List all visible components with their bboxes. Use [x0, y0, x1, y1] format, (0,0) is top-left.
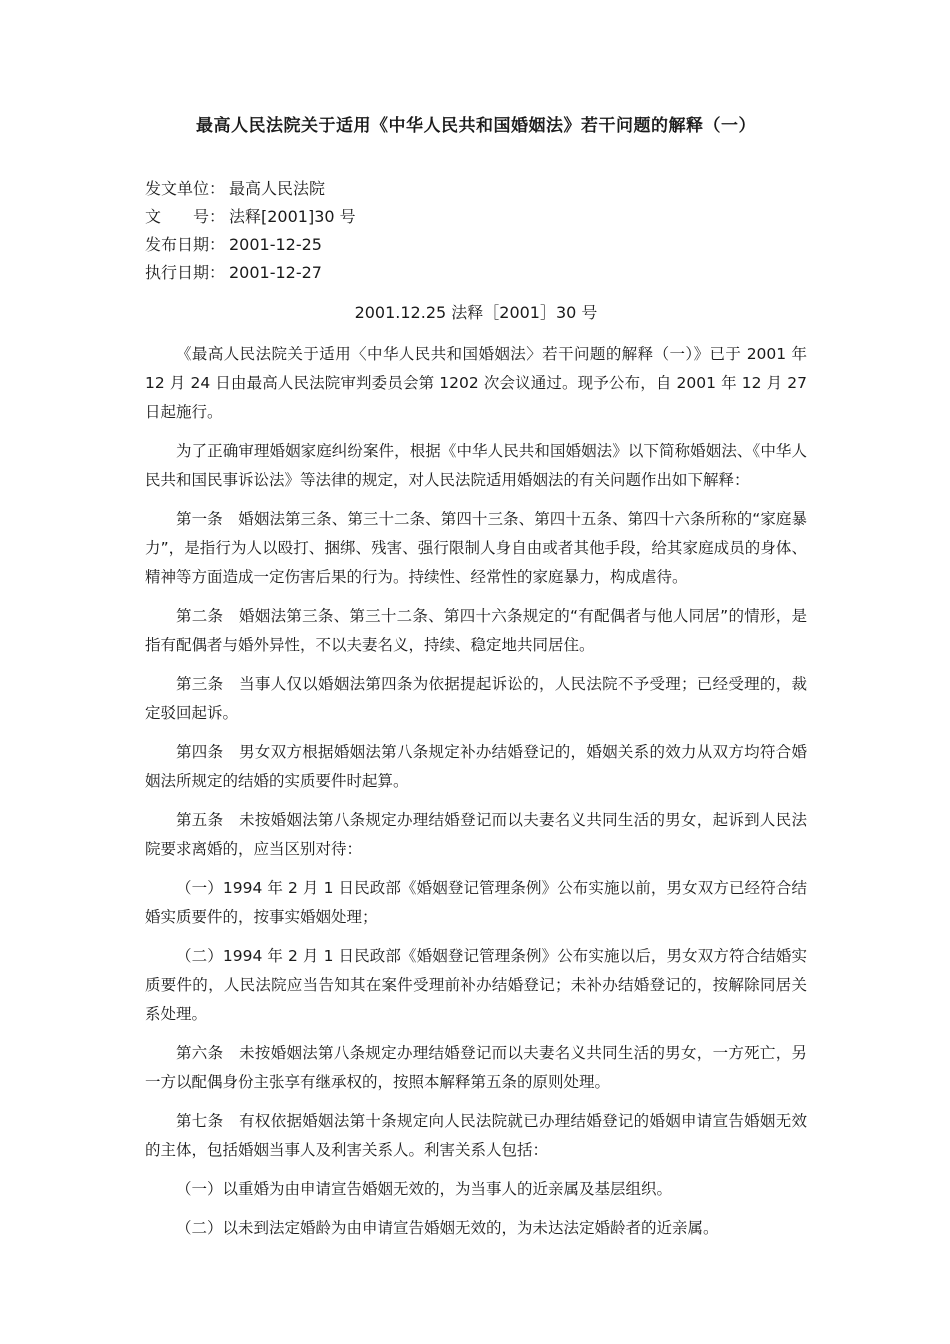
meta-effective-date-label: 执行日期： [145, 263, 226, 282]
document-title: 最高人民法院关于适用《中华人民共和国婚姻法》若干问题的解释（一） [196, 116, 756, 136]
paragraph-article-5-item-1: （一）1994 年 2 月 1 日民政部《婚姻登记管理条例》公布实施以前，男女双方已经符合结婚实质要件的，按事实婚姻处理； [145, 879, 807, 926]
meta-publish-date-value: 2001-12-25 [229, 235, 322, 254]
paragraph-article-6: 第六条 未按婚姻法第八条规定办理结婚登记而以夫妻名义共同生活的男女，一方死亡，另一方以配偶身份主张享有继承权的，按照本解释第五条的原则处理。 [145, 1044, 807, 1091]
meta-publish-date-label: 发布日期： [145, 235, 226, 254]
paragraph-article-1: 第一条 婚姻法第三条、第三十二条、第四十三条、第四十五条、第四十六条所称的“家庭暴力”，是指行为人以殴打、捆绑、残害、强行限制人身自由或者其他手段，给其家庭成员的身体、精神等方面造成一定伤害后果的行为。持续性、经常性的家庭暴力，构成虐待。 [145, 510, 807, 586]
meta-issuer [145, 175, 807, 203]
meta-effective-date [145, 259, 807, 287]
paragraph-announcement: 《最高人民法院关于适用〈中华人民共和国婚姻法〉若干问题的解释（一）》已于 2001 年 12 月 24 日由最高人民法院审判委员会第 1202 次会议通过。现予公布，自 2001 年 12 月 27 日起施行。 [145, 345, 807, 421]
meta-doc-number-value: 法释[2001]30 号 [229, 207, 356, 226]
paragraph-article-7: 第七条 有权依据婚姻法第十条规定向人民法院就已办理结婚登记的婚姻申请宣告婚姻无效的主体，包括婚姻当事人及利害关系人。利害关系人包括： [145, 1112, 807, 1159]
paragraph-preamble: 为了正确审理婚姻家庭纠纷案件，根据《中华人民共和国婚姻法》以下简称婚姻法、《中华人民共和国民事诉讼法》等法律的规定，对人民法院适用婚姻法的有关问题作出如下解释： [145, 442, 807, 489]
document-body [145, 112, 807, 1253]
paragraph-article-3: 第三条 当事人仅以婚姻法第四条为依据提起诉讼的，人民法院不予受理；已经受理的，裁定驳回起诉。 [145, 675, 807, 722]
meta-issuer-label: 发文单位： [145, 179, 226, 198]
meta-doc-number-label: 文 号： [145, 207, 226, 226]
paragraph-article-4: 第四条 男女双方根据婚姻法第八条规定补办结婚登记的，婚姻关系的效力从双方均符合婚姻法所规定的结婚的实质要件时起算。 [145, 743, 807, 790]
meta-doc-number [145, 203, 807, 231]
paragraph-article-7-item-2: （二）以未到法定婚龄为由申请宣告婚姻无效的，为未达法定婚龄者的近亲属。 [176, 1219, 719, 1237]
paragraph-article-5-item-2: （二）1994 年 2 月 1 日民政部《婚姻登记管理条例》公布实施以后，男女双方符合结婚实质要件的，人民法院应当告知其在案件受理前补办结婚登记；未补办结婚登记的，按解除同居关系处理。 [145, 947, 807, 1023]
paragraph-article-2: 第二条 婚姻法第三条、第三十二条、第四十六条规定的“有配偶者与他人同居”的情形，是指有配偶者与婚外异性，不以夫妻名义，持续、稳定地共同居住。 [145, 607, 807, 654]
document-metadata [145, 175, 807, 287]
meta-effective-date-value: 2001-12-27 [229, 263, 322, 282]
document-number-line: 2001.12.25 法释［2001］30 号 [354, 303, 598, 322]
paragraph-article-7-item-1: （一）以重婚为由申请宣告婚姻无效的，为当事人的近亲属及基层组织。 [176, 1180, 673, 1198]
paragraph-article-5: 第五条 未按婚姻法第八条规定办理结婚登记而以夫妻名义共同生活的男女，起诉到人民法院要求离婚的，应当区别对待： [145, 811, 807, 858]
meta-publish-date [145, 231, 807, 259]
meta-issuer-value: 最高人民法院 [229, 179, 326, 198]
